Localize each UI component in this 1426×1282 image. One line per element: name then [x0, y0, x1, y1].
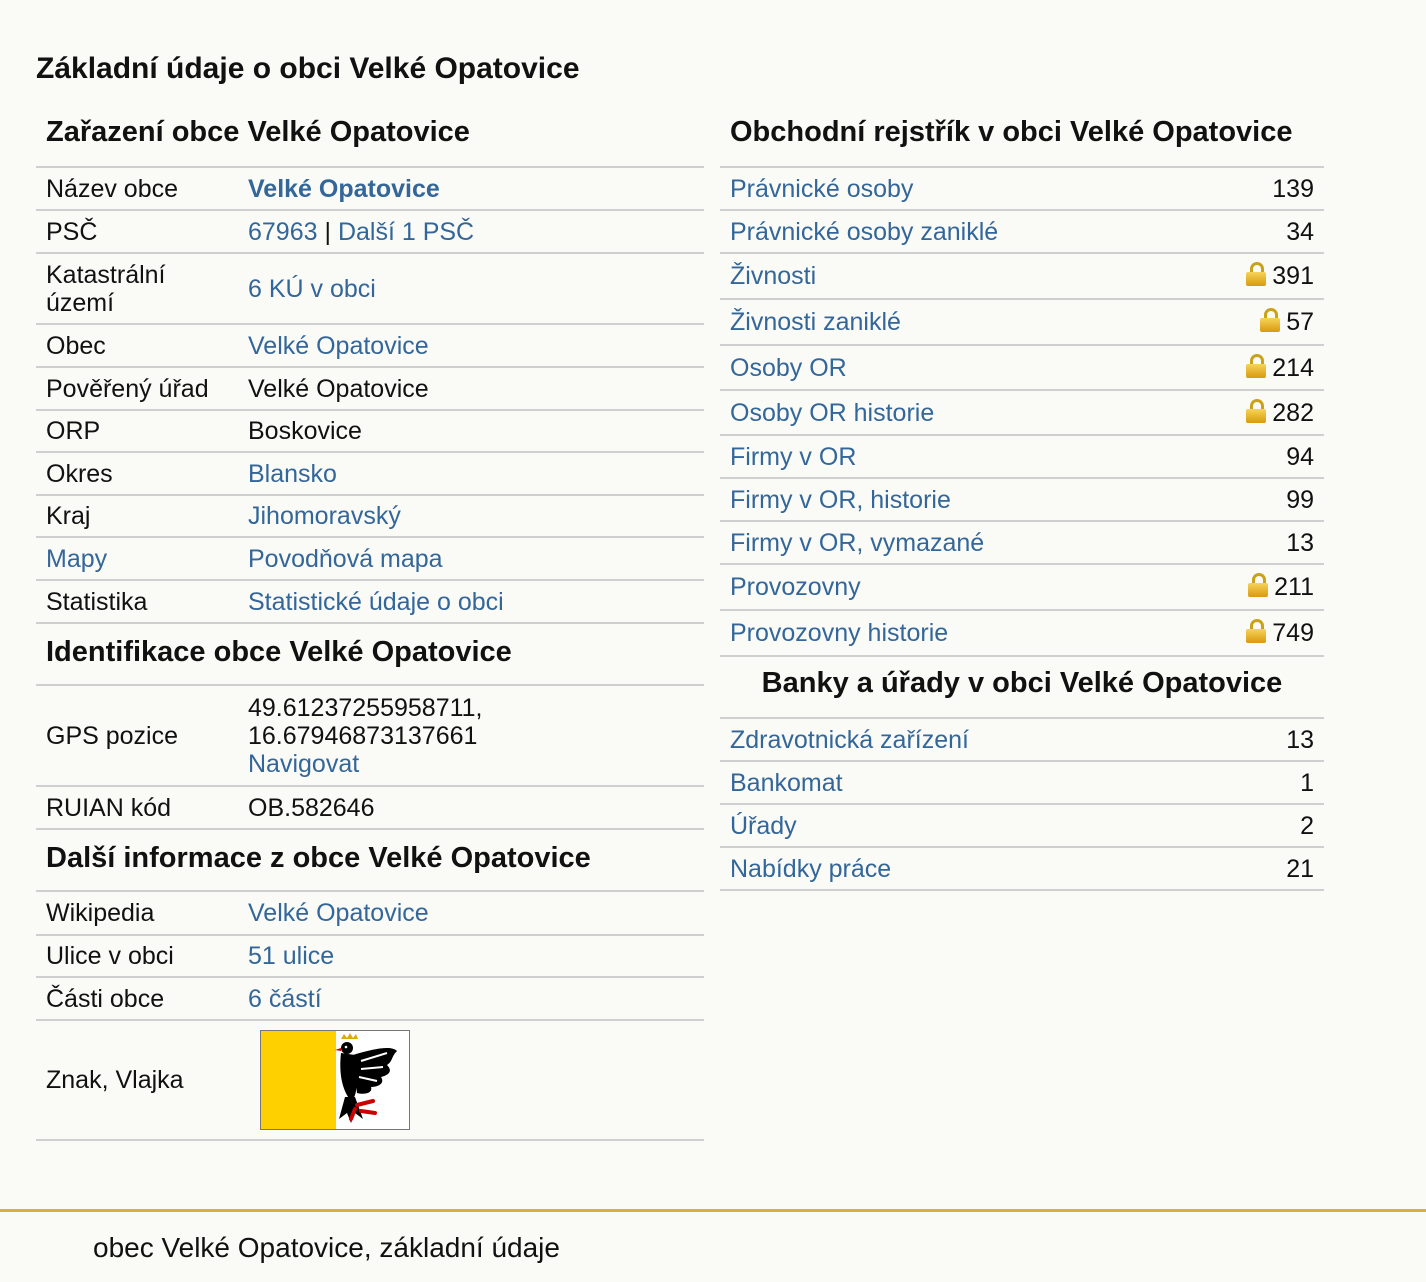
table-row	[720, 345, 1324, 390]
kraj-link[interactable]: Jihomoravský	[248, 502, 401, 530]
table-row	[720, 478, 1324, 521]
psc-link[interactable]: 67963	[248, 217, 318, 246]
row-count: 21	[1230, 847, 1324, 890]
mapy-link[interactable]: Mapy	[46, 544, 108, 573]
lock-icon	[1260, 308, 1280, 332]
page-title: Základní údaje o obci Velké Opatovice	[36, 52, 580, 85]
row-count: 749	[1272, 619, 1314, 647]
row-count: 2	[1230, 804, 1324, 847]
row-label: Název obce	[36, 168, 238, 210]
lock-icon	[1246, 354, 1266, 378]
table-row	[720, 847, 1324, 890]
table-row	[720, 390, 1324, 435]
table-row	[36, 977, 704, 1020]
table-row	[720, 610, 1324, 656]
table-row	[36, 935, 704, 977]
row-count: 99	[1286, 485, 1314, 514]
section-title-identifikace: Identifikace obce Velké Opatovice	[36, 624, 704, 686]
table-row	[36, 367, 704, 410]
table-row	[720, 299, 1324, 345]
obec-link[interactable]: Velké Opatovice	[248, 331, 429, 360]
row-count: 391	[1272, 262, 1314, 290]
table-row	[36, 1020, 704, 1140]
row-count: 13	[1286, 528, 1314, 557]
table-row	[720, 761, 1324, 804]
table-row	[36, 168, 704, 210]
or-row-link[interactable]: Osoby OR	[730, 353, 847, 382]
row-count: 1	[1230, 761, 1324, 804]
row-count: 34	[1286, 217, 1314, 246]
row-label: Obec	[36, 324, 238, 367]
table-row	[36, 210, 704, 253]
table-row	[720, 168, 1324, 210]
left-column	[36, 110, 704, 1141]
flag-eagle-icon	[261, 1031, 409, 1129]
table-row	[36, 495, 704, 537]
dalsi-table	[36, 892, 704, 1141]
identifikace-table	[36, 686, 704, 830]
table-row	[36, 786, 704, 829]
or-row-link[interactable]: Právnické osoby zaniklé	[730, 217, 999, 246]
lock-icon	[1246, 399, 1266, 423]
okres-link[interactable]: Blansko	[248, 459, 337, 488]
table-row	[36, 892, 704, 935]
zarazeni-table	[36, 168, 704, 624]
ulice-link[interactable]: 51 ulice	[248, 942, 335, 970]
row-label: Kraj	[36, 495, 238, 537]
table-row	[36, 537, 704, 580]
row-label: Znak, Vlajka	[36, 1020, 238, 1140]
or-row-link[interactable]: Provozovny historie	[730, 619, 949, 647]
or-row-link[interactable]: Firmy v OR	[730, 442, 857, 471]
or-row-link[interactable]: Provozovny	[730, 573, 861, 601]
poverenu-value: Velké Opatovice	[238, 367, 704, 410]
section-title-obchodni: Obchodní rejstřík v obci Velké Opatovice	[720, 110, 1324, 168]
wikipedia-link[interactable]: Velké Opatovice	[248, 899, 429, 927]
table-row	[720, 435, 1324, 478]
lock-icon	[1246, 262, 1266, 286]
row-count: 57	[1286, 308, 1314, 336]
row-label: RUIAN kód	[36, 786, 238, 829]
row-label: PSČ	[36, 210, 238, 253]
row-label: Ulice v obci	[36, 935, 238, 977]
orp-value: Boskovice	[238, 410, 704, 452]
row-count: 13	[1230, 719, 1324, 761]
psc-more-link[interactable]: Další 1 PSČ	[337, 217, 475, 246]
casti-link[interactable]: 6 částí	[248, 984, 322, 1013]
or-row-link[interactable]: Firmy v OR, historie	[730, 485, 951, 514]
statistika-link[interactable]: Statistické údaje o obci	[248, 587, 504, 616]
table-row	[720, 521, 1324, 564]
ku-link[interactable]: 6 KÚ v obci	[248, 274, 376, 303]
lock-icon	[1246, 619, 1266, 643]
or-row-link[interactable]: Osoby OR historie	[730, 398, 935, 427]
row-label: Wikipedia	[36, 892, 238, 935]
povodnova-mapa-link[interactable]: Povodňová mapa	[248, 544, 443, 573]
row-label: ORP	[36, 410, 238, 452]
banky-row-link[interactable]: Zdravotnická zařízení	[730, 725, 969, 754]
row-count: 282	[1272, 398, 1314, 427]
lock-icon	[1248, 573, 1268, 597]
row-label: Části obce	[36, 977, 238, 1020]
gps-lat: 49.61237255958711,	[248, 693, 483, 722]
navigovat-link[interactable]: Navigovat	[248, 749, 360, 778]
obec-name-link[interactable]: Velké Opatovice	[248, 174, 440, 203]
gps-lon: 16.67946873137661	[248, 721, 478, 750]
row-label: Okres	[36, 452, 238, 495]
banky-table	[720, 719, 1324, 891]
row-count: 214	[1272, 353, 1314, 382]
footer	[0, 1209, 1426, 1282]
footer-text: obec Velké Opatovice, základní údaje	[93, 1232, 560, 1263]
row-count: 94	[1286, 442, 1314, 471]
table-row	[720, 210, 1324, 253]
ku-label-line1: Katastrální	[46, 260, 166, 289]
or-row-link[interactable]: Právnické osoby	[730, 174, 914, 203]
banky-row-link[interactable]: Úřady	[730, 811, 797, 840]
row-label	[36, 253, 238, 324]
municipal-flag-image[interactable]	[260, 1030, 410, 1130]
row-label: GPS pozice	[36, 686, 238, 786]
row-label: Statistika	[36, 580, 238, 623]
table-row	[720, 564, 1324, 610]
ku-label-line2: území	[46, 288, 115, 317]
section-title-dalsi: Další informace z obce Velké Opatovice	[36, 830, 704, 892]
banky-row-link[interactable]: Bankomat	[730, 768, 843, 797]
or-row-link[interactable]: Živnosti	[730, 262, 817, 290]
right-column	[720, 110, 1324, 891]
ruian-value: OB.582646	[238, 786, 704, 829]
or-row-link[interactable]: Firmy v OR, vymazané	[730, 528, 985, 557]
row-count: 211	[1274, 573, 1314, 601]
section-title-zarazeni: Zařazení obce Velké Opatovice	[36, 110, 704, 168]
table-row	[36, 452, 704, 495]
section-title-banky: Banky a úřady v obci Velké Opatovice	[720, 657, 1324, 719]
table-row	[36, 253, 704, 324]
table-row	[720, 804, 1324, 847]
table-row	[36, 324, 704, 367]
table-row	[36, 580, 704, 623]
or-row-link[interactable]: Živnosti zaniklé	[730, 308, 901, 336]
table-row	[36, 686, 704, 786]
table-row	[720, 253, 1324, 299]
row-label: Pověřený úřad	[36, 367, 238, 410]
banky-row-link[interactable]: Nabídky práce	[730, 854, 892, 883]
obchodni-table	[720, 168, 1324, 657]
table-row	[36, 410, 704, 452]
row-count: 139	[1272, 174, 1314, 203]
table-row	[720, 719, 1324, 761]
psc-separator: |	[324, 217, 331, 246]
